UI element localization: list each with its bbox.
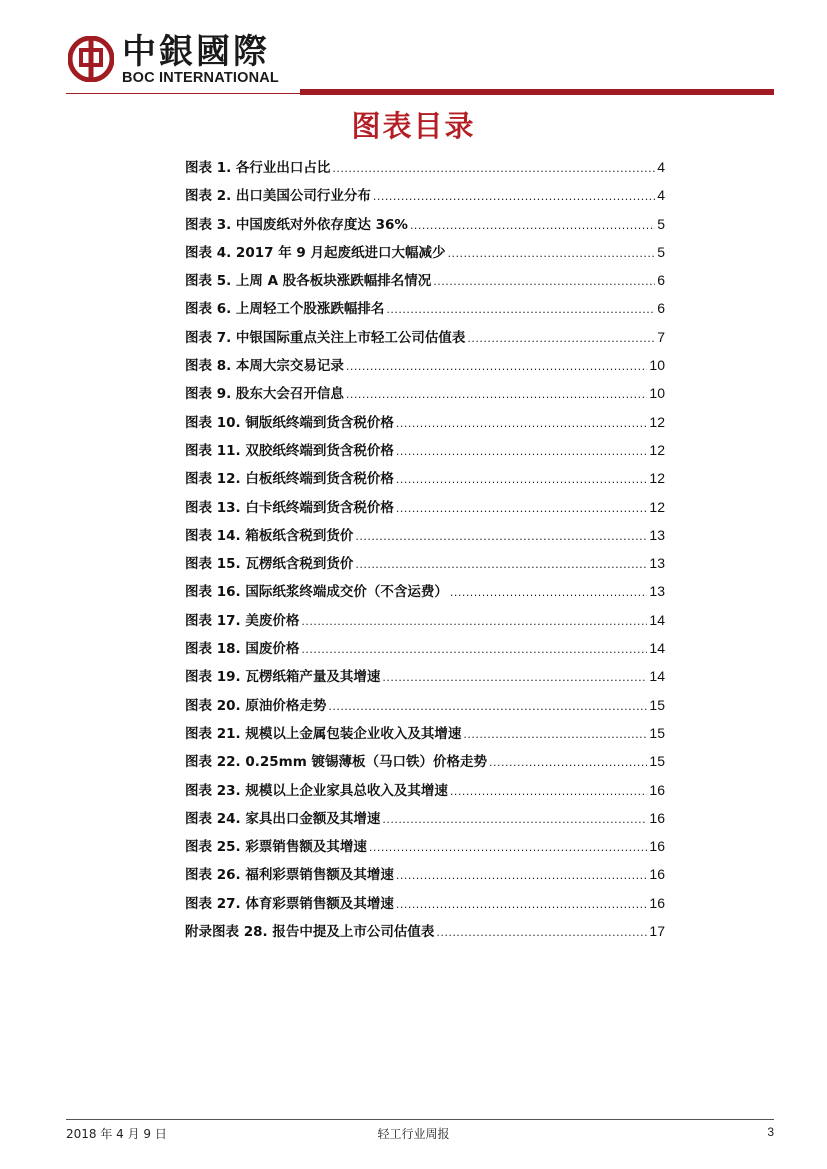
toc-entry-label: 图表 19. 瓦楞纸箱产量及其增速 xyxy=(185,669,381,686)
toc-entry-page-number: 13 xyxy=(649,526,665,543)
toc-entry-label: 图表 16. 国际纸浆终端成交价（不含运费） xyxy=(185,584,448,601)
toc-dot-leader xyxy=(332,162,655,175)
toc-entry-page-number: 16 xyxy=(649,838,665,855)
toc-entry-label: 图表 6. 上周轻工个股涨跌幅排名 xyxy=(185,301,385,318)
toc-entry[interactable] xyxy=(185,920,665,948)
toc-entry-label: 图表 7. 中银国际重点关注上市轻工公司估值表 xyxy=(185,329,466,346)
toc-entry-page-number: 12 xyxy=(649,498,665,515)
toc-entry-label: 图表 26. 福利彩票销售额及其增速 xyxy=(185,867,394,884)
toc-entry-page-number: 10 xyxy=(649,357,665,374)
toc-entry-page-number: 4 xyxy=(657,159,665,175)
toc-entry-page-number: 12 xyxy=(649,441,665,458)
toc-entry-label: 图表 17. 美废价格 xyxy=(185,612,300,629)
toc-entry-label: 图表 8. 本周大宗交易记录 xyxy=(185,358,344,375)
toc-dot-leader xyxy=(410,219,655,232)
toc-entry[interactable] xyxy=(185,863,665,891)
footer-page-number: 3 xyxy=(767,1125,774,1139)
toc-entry[interactable] xyxy=(185,835,665,863)
toc-entry[interactable] xyxy=(185,439,665,467)
toc-entry-page-number: 12 xyxy=(649,470,665,487)
toc-entry-page-number: 15 xyxy=(649,753,665,770)
toc-dot-leader xyxy=(301,615,647,628)
toc-entry-page-number: 16 xyxy=(649,894,665,911)
toc-entry-label: 图表 10. 铜版纸终端到货含税价格 xyxy=(185,414,394,431)
toc-dot-leader xyxy=(386,303,655,316)
toc-dot-leader xyxy=(467,332,655,345)
toc-entry-label: 图表 22. 0.25mm 镀锡薄板（马口铁）价格走势 xyxy=(185,754,487,771)
toc-entry-page-number: 14 xyxy=(649,668,665,685)
toc-dot-leader xyxy=(369,841,648,854)
toc-entry-page-number: 7 xyxy=(657,328,665,345)
toc-entry-label: 图表 21. 规模以上金属包装企业收入及其增速 xyxy=(185,725,462,742)
toc-entry-page-number: 16 xyxy=(649,781,665,798)
toc-entry-label: 图表 14. 箱板纸含税到货价 xyxy=(185,527,354,544)
toc-entry[interactable] xyxy=(185,694,665,722)
toc-entry-page-number: 5 xyxy=(657,215,665,232)
toc-entry[interactable] xyxy=(185,156,665,184)
toc-dot-leader xyxy=(301,643,647,656)
toc-entry[interactable] xyxy=(185,184,665,212)
toc-entry-label: 图表 24. 家具出口金额及其增速 xyxy=(185,810,381,827)
toc-entry[interactable] xyxy=(185,637,665,665)
toc-dot-leader xyxy=(396,502,648,515)
toc-entry-label: 图表 9. 股东大会召开信息 xyxy=(185,386,344,403)
toc-entry-page-number: 12 xyxy=(649,413,665,430)
toc-entry[interactable] xyxy=(185,750,665,778)
footer-date: 2018 年 4 月 9 日 xyxy=(66,1127,167,1141)
toc-entry-label: 图表 25. 彩票销售额及其增速 xyxy=(185,839,367,856)
toc-dot-leader xyxy=(328,700,647,713)
toc-entry[interactable] xyxy=(185,722,665,750)
toc-entry-label: 图表 11. 双胶纸终端到货含税价格 xyxy=(185,442,394,459)
toc-dot-leader xyxy=(396,473,648,486)
toc-entry[interactable] xyxy=(185,552,665,580)
toc-entry[interactable] xyxy=(185,467,665,495)
toc-entry-page-number: 5 xyxy=(657,243,665,260)
toc-dot-leader xyxy=(489,756,647,769)
toc-dot-leader xyxy=(450,785,648,798)
footer-report-name: 轻工行业周报 xyxy=(377,1127,450,1141)
toc-entry[interactable] xyxy=(185,354,665,382)
toc-dot-leader xyxy=(450,586,648,599)
toc-entry-label: 图表 1. 各行业出口占比 xyxy=(185,160,331,176)
toc-entry-page-number: 16 xyxy=(649,809,665,826)
toc-entry-label: 图表 3. 中国废纸对外依存度达 36% xyxy=(185,216,408,233)
toc-entry-label: 图表 5. 上周 A 股各板块涨跌幅排名情况 xyxy=(185,273,432,290)
header-accent-bar xyxy=(300,89,774,95)
toc-dot-leader xyxy=(463,728,647,741)
toc-entry-page-number: 16 xyxy=(649,866,665,883)
toc-entry[interactable] xyxy=(185,580,665,608)
page-title: 图表目录 xyxy=(351,109,476,143)
toc-entry-page-number: 15 xyxy=(649,696,665,713)
toc-dot-leader xyxy=(396,869,648,882)
toc-entry[interactable] xyxy=(185,892,665,920)
toc-dot-leader xyxy=(396,445,648,458)
toc-entry[interactable] xyxy=(185,326,665,354)
toc-entry-page-number: 4 xyxy=(657,187,665,204)
toc-dot-leader xyxy=(355,530,647,543)
toc-entry-label: 附录图表 28. 报告中提及上市公司估值表 xyxy=(185,924,435,941)
boc-logo-icon xyxy=(68,36,114,82)
toc-entry[interactable] xyxy=(185,411,665,439)
toc-entry[interactable] xyxy=(185,609,665,637)
toc-entry-label: 图表 13. 白卡纸终端到货含税价格 xyxy=(185,499,394,516)
toc-entry[interactable] xyxy=(185,496,665,524)
toc-entry-page-number: 6 xyxy=(657,300,665,317)
toc-entry-label: 图表 23. 规模以上企业家具总收入及其增速 xyxy=(185,782,448,799)
toc-entry-label: 图表 20. 原油价格走势 xyxy=(185,697,327,714)
toc-entry[interactable] xyxy=(185,524,665,552)
toc-entry[interactable] xyxy=(185,382,665,410)
toc-entry-page-number: 14 xyxy=(649,640,665,657)
footer-divider xyxy=(66,1119,774,1120)
toc-entry-page-number: 15 xyxy=(649,724,665,741)
toc-entry[interactable] xyxy=(185,297,665,325)
toc-dot-leader xyxy=(433,275,655,288)
toc-dot-leader xyxy=(382,671,647,684)
toc-entry-page-number: 14 xyxy=(649,611,665,628)
toc-dot-leader xyxy=(382,813,647,826)
toc-dot-leader xyxy=(346,388,648,401)
toc-dot-leader xyxy=(396,417,648,430)
logo-chinese-name: 中銀國際 xyxy=(122,32,270,72)
toc-dot-leader xyxy=(396,898,648,911)
table-of-contents xyxy=(185,156,665,948)
toc-entry[interactable] xyxy=(185,807,665,835)
toc-entry[interactable] xyxy=(185,665,665,693)
toc-dot-leader xyxy=(448,247,656,260)
toc-entry-label: 图表 27. 体育彩票销售额及其增速 xyxy=(185,895,394,912)
toc-entry-label: 图表 2. 出口美国公司行业分布 xyxy=(185,188,371,205)
toc-entry-label: 图表 15. 瓦楞纸含税到货价 xyxy=(185,556,354,573)
toc-entry-page-number: 6 xyxy=(657,272,665,289)
toc-dot-leader xyxy=(436,926,647,939)
toc-dot-leader xyxy=(373,190,655,203)
toc-entry-page-number: 13 xyxy=(649,555,665,572)
toc-entry-page-number: 13 xyxy=(649,583,665,600)
toc-entry-label: 图表 12. 白板纸终端到货含税价格 xyxy=(185,471,394,488)
toc-entry[interactable] xyxy=(185,779,665,807)
toc-entry[interactable] xyxy=(185,241,665,269)
toc-entry-label: 图表 4. 2017 年 9 月起废纸进口大幅减少 xyxy=(185,244,446,261)
toc-dot-leader xyxy=(355,558,647,571)
toc-dot-leader xyxy=(346,360,648,373)
logo-english-name: BOC INTERNATIONAL xyxy=(122,70,279,86)
toc-entry-label: 图表 18. 国废价格 xyxy=(185,641,300,658)
toc-entry-page-number: 10 xyxy=(649,385,665,402)
toc-entry-page-number: 17 xyxy=(649,923,665,940)
toc-entry[interactable] xyxy=(185,213,665,241)
toc-entry[interactable] xyxy=(185,269,665,297)
